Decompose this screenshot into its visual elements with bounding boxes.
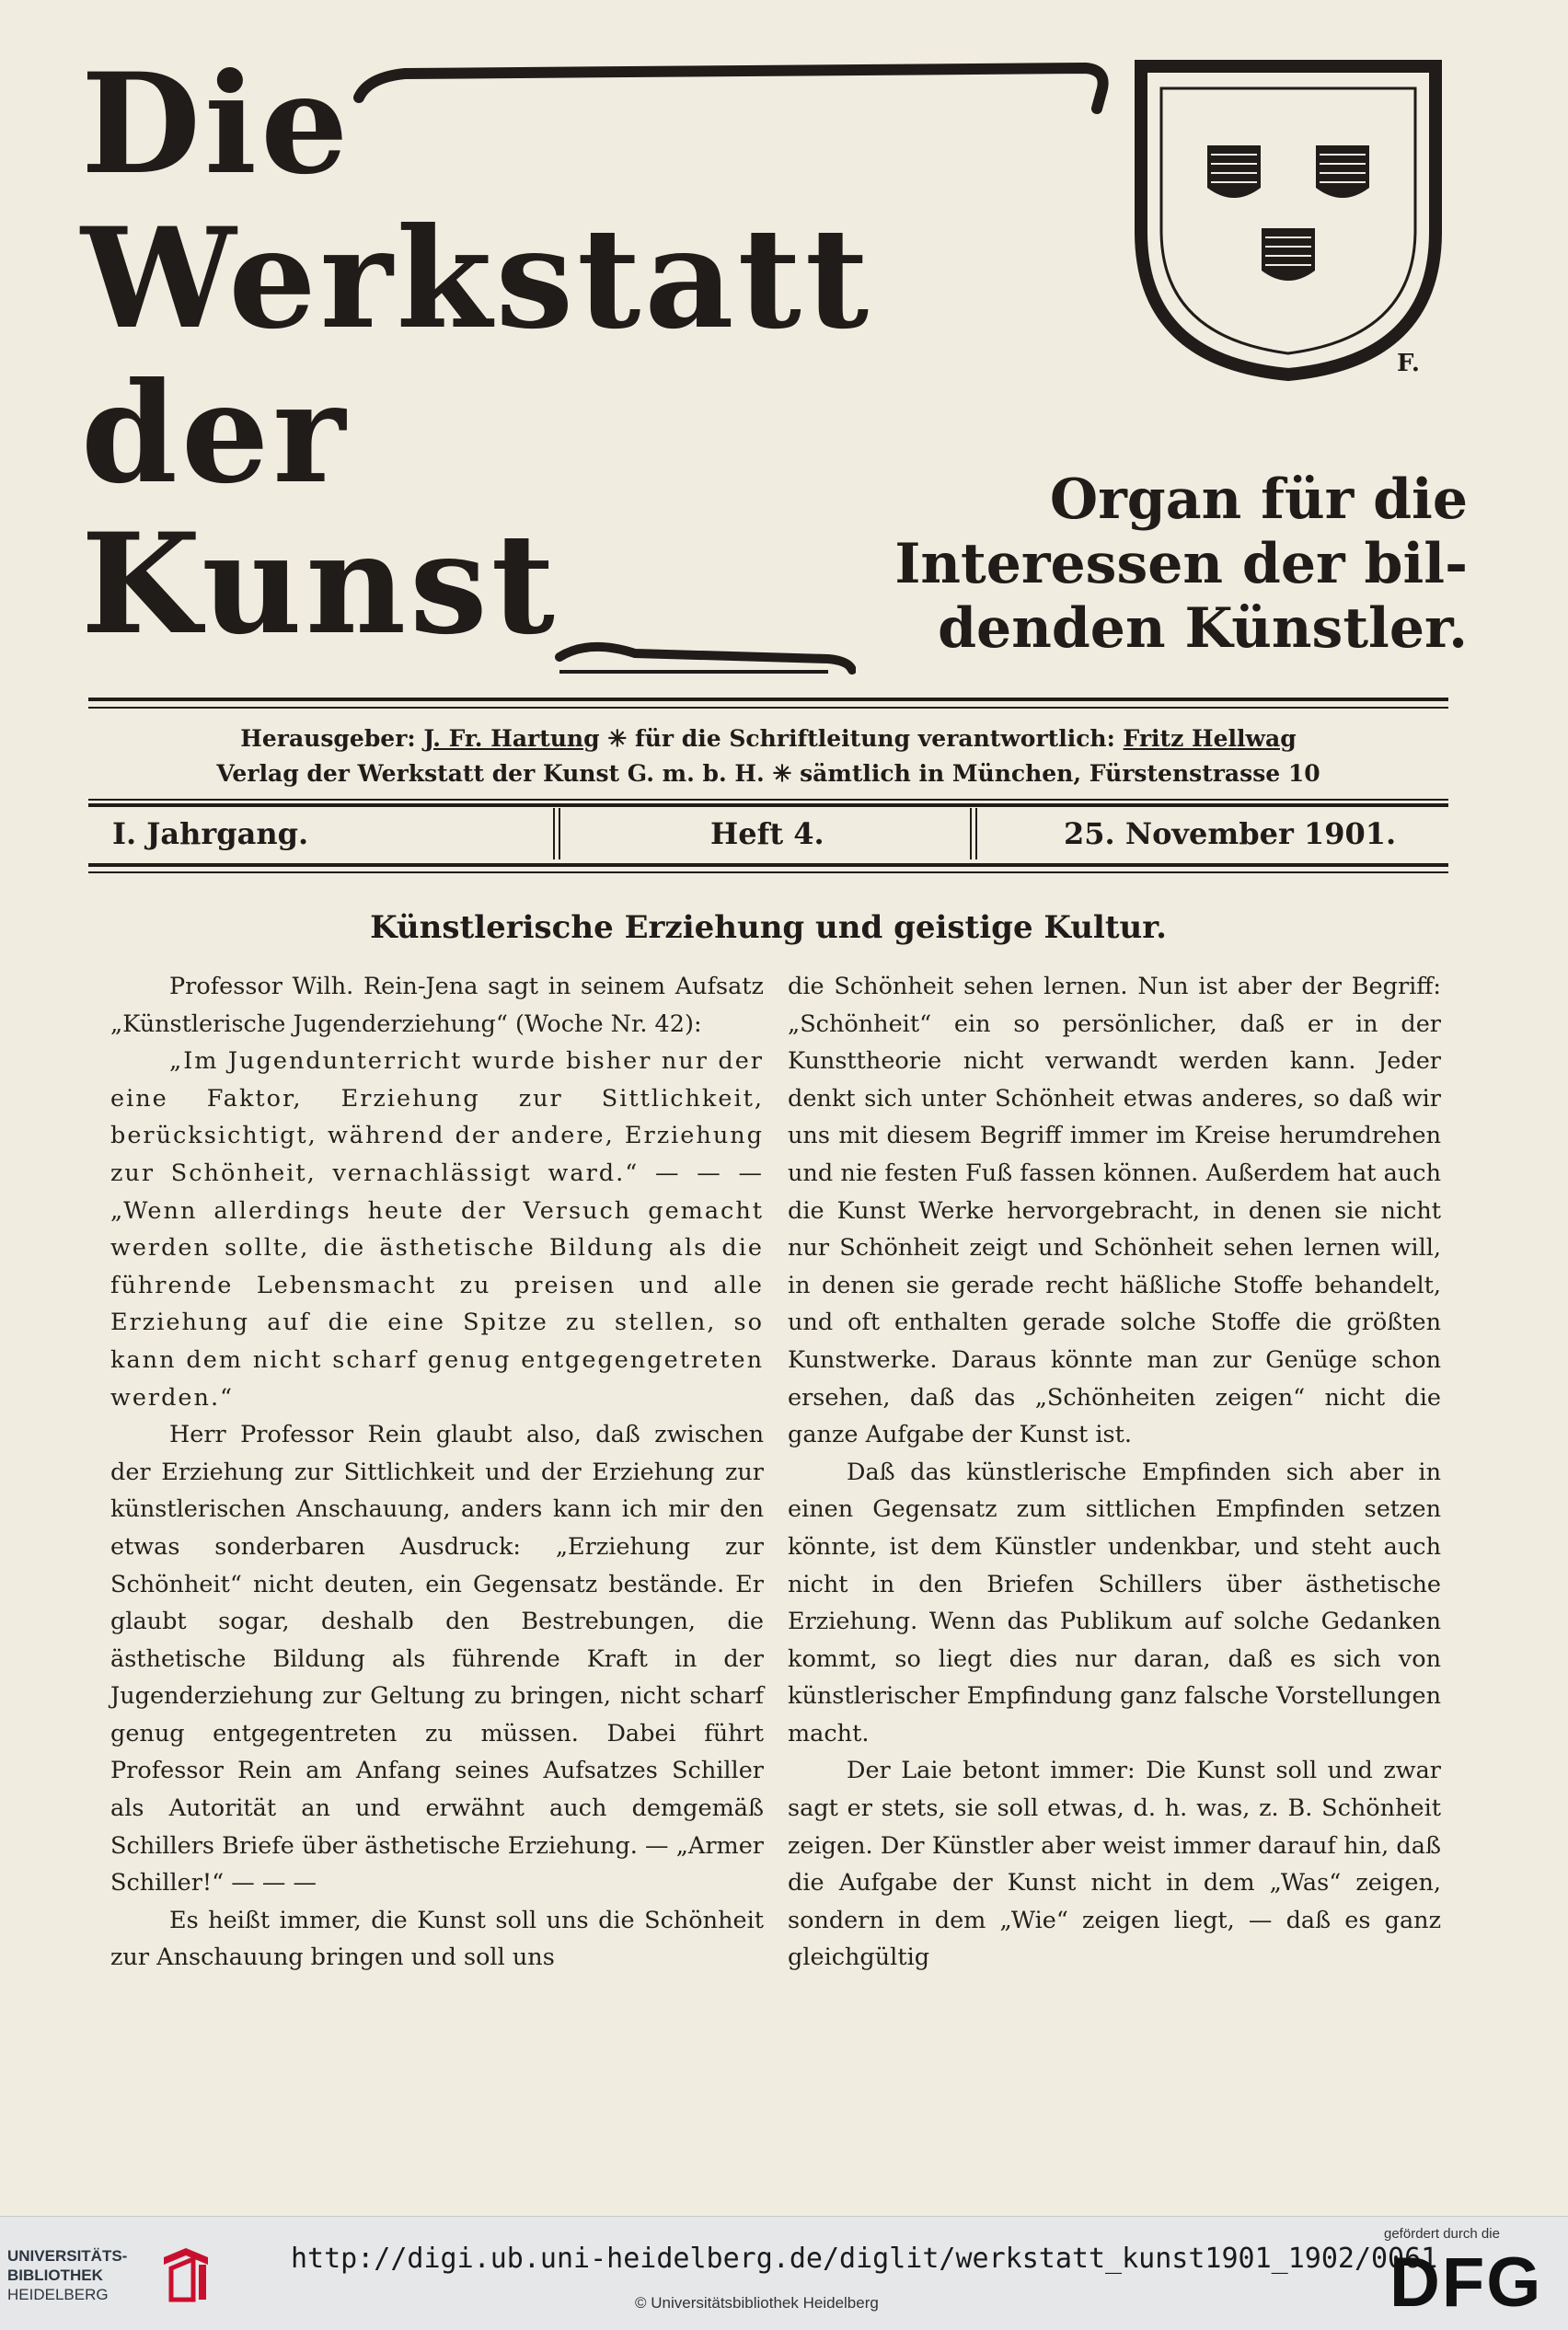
library-logo-icon (158, 2244, 213, 2303)
dfg-logo: DFG (1389, 2243, 1543, 2322)
rule-bottom-thin (88, 871, 1448, 873)
title-line-3: der (81, 352, 350, 514)
digitization-footer (0, 2216, 1568, 2330)
library-name (7, 2246, 145, 2304)
rule-top-thick (88, 698, 1448, 701)
library-line-3: HEIDELBERG (7, 2286, 109, 2303)
issue-date: 25. November 1901. (1064, 816, 1397, 851)
issue-number: Heft 4. (710, 816, 824, 851)
library-line-1: UNIVERSITÄTS- (7, 2247, 128, 2265)
subtitle-line-2: Interessen der bil- (894, 532, 1468, 596)
masthead-subtitle (824, 467, 1468, 661)
rule-mid-thin (88, 799, 1448, 801)
imprint-line-2: Verlag der Werkstatt der Kunst G. m. b. H. ✳ sämtlich in München, Fürstenstrasse 10 (216, 760, 1320, 787)
pen-flourish-bottom (552, 629, 856, 685)
paragraph: Es heißt immer, die Kunst soll uns die Schönheit zur Anschauung bringen und soll uns (110, 1906, 764, 1972)
permalink-url[interactable]: http://digi.ub.uni-heidelberg.de/diglit/werkstatt_kunst1901_1902/0061 (291, 2243, 1438, 2275)
paragraph: Herr Professor Rein glaubt also, daß zwischen der Erziehung zur Sittlichkeit und der Erziehung zur künstlerischen Anschauung, anders kann ich mir den etwas sonderbaren Ausdruck: „Erziehung zur Schönheit“ nicht deuten, ein Gegensatz bestände. Er glaubt sogar, deshalb den Bestrebungen, die ästhetische Bildung als führende Kraft in der Jugenderziehung zur Geltung zu bringen, nicht scharf genug entgegentreten zu müssen. Dabei führt Professor Rein am Anfang seines Aufsatzes Schiller als Autorität an und erwähnt auch demgemäß Schillers Briefe über ästhetische Erziehung. — „Armer Schiller!“ — — — (110, 1421, 764, 1897)
rule-top-thin (88, 707, 1448, 709)
coat-of-arms-shield (1123, 57, 1454, 388)
issue-separator-1 (553, 808, 560, 859)
subtitle-line-3: denden Künstler. (938, 596, 1468, 661)
rule-bottom-thick (88, 863, 1448, 867)
issue-separator-2 (970, 808, 977, 859)
imprint-editor: Fritz Hellwag (1123, 725, 1297, 752)
imprint-publisher: J. Fr. Hartung (423, 725, 600, 752)
article-column-left (110, 968, 764, 1977)
masthead-title (81, 43, 891, 681)
copyright-notice: © Universitätsbibliothek Heidelberg (635, 2294, 879, 2312)
paragraph: Der Laie betont immer: Die Kunst soll und zwar sagt er stets, sie soll etwas, d. h. was, z. B. Schönheit zeigen. Der Künstler aber weist immer darauf hin, daß die Aufgabe der Kunst nicht in dem „Was“ zeigen, sondern in dem „Wie“ zeigen liegt, — daß es ganz gleichgültig (788, 1757, 1441, 1972)
title-line-1: Die (81, 43, 352, 205)
article-title: Künstlerische Erziehung und geistige Kultur. (370, 909, 1167, 946)
artist-monogram: F. (1397, 350, 1420, 377)
imprint-publisher-label: Herausgeber: (240, 725, 416, 752)
library-line-2: BIBLIOTHEK (7, 2267, 103, 2284)
paragraph: Daß das künstlerische Empfinden sich aber in einen Gegensatz zum sittlichen Empfinden setzen könnte, ist dem Künstler undenkbar, und steht auch nicht in den Briefen Schillers über ästhetische Erziehung. Wenn das Publikum auf solche Gedanken kommt, so liegt dies nur daran, daß es sich von künstlerischer Empfindung ganz falsche Vorstellungen macht. (788, 1458, 1441, 1748)
title-line-2: Werkstatt (81, 198, 873, 360)
imprint-line-1 (88, 725, 1448, 752)
article-column-right (788, 968, 1441, 1977)
funding-caption: gefördert durch die (1384, 2226, 1500, 2242)
paragraph: „Im Jugendunterricht wurde bisher nur der eine Faktor, Erziehung zur Sittlichkeit, berücksichtigt, während der andere, Erziehung zur Schönheit, vernachlässigt ward.“ — — — „Wenn allerdings heute der Versuch gemacht werden sollte, die ästhetische Bildung als die führende Lebensmacht zu preisen und alle Erziehung auf die eine Spitze zu stellen, so kann dem nicht scharf genug entgegengetreten werden.“ (110, 1047, 764, 1412)
pen-flourish-top (350, 61, 1113, 116)
paragraph: Professor Wilh. Rein-Jena sagt in seinem Aufsatz „Künstlerische Jugenderziehung“ (Woche Nr. 42): (110, 973, 764, 1038)
subtitle-line-1: Organ für die (1049, 467, 1468, 532)
imprint-editor-label: ✳ für die Schriftleitung verantwortlich: (607, 725, 1115, 752)
paragraph: die Schönheit sehen lernen. Nun ist aber der Begriff: „Schönheit“ ein so persönlicher, daß er in der Kunsttheorie nicht verwandt werden kann. Jeder denkt sich unter Schönheit etwas anderes, so daß wir uns mit diesem Begriff immer im Kreise herumdrehen und nie festen Fuß fassen können. Außerdem hat auch die Kunst Werke hervorgebracht, in denen sie nicht nur Schönheit zeigt und Schönheit sehen lernen will, in denen sie gerade recht häßliche Stoffe behandelt, und oft enthalten gerade solche Stoffe die größten Kunstwerke. Daraus könnte man zur Genüge schon ersehen, daß das „Schönheiten zeigen“ nicht die ganze Aufgabe der Kunst ist. (788, 973, 1441, 1449)
issue-volume: I. Jahrgang. (112, 816, 309, 851)
issue-bar (88, 806, 1448, 861)
title-line-4: Kunst (81, 503, 559, 665)
